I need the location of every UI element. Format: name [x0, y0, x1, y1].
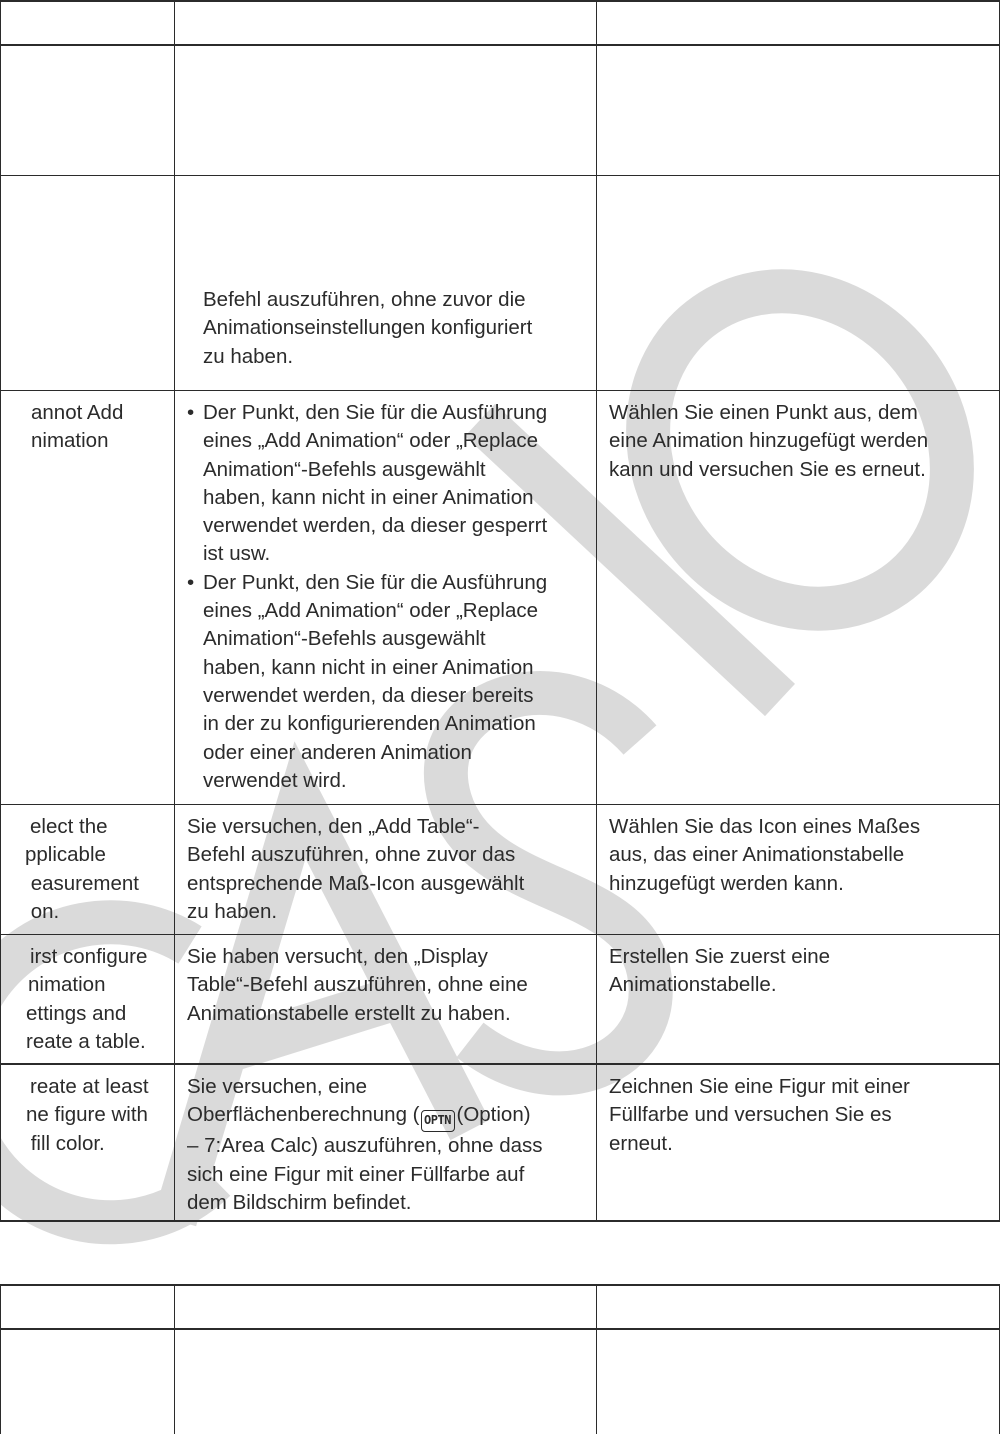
message-text: ettings and [26, 1001, 127, 1025]
cause-text: zu haben. [203, 344, 294, 368]
message-text: pplicable [25, 843, 106, 867]
action-text: erneut. [609, 1131, 673, 1155]
message-text: elect the [30, 815, 108, 838]
cause-cell [174, 805, 596, 934]
cause-text: Sie versuchen, den „Add Table“- [187, 815, 480, 838]
cause-cell [174, 1065, 596, 1220]
message-cell [0, 805, 174, 934]
table-row [0, 391, 1000, 805]
action-text: kann und versuchen Sie es erneut. [609, 457, 926, 481]
header-cell [174, 2, 596, 44]
table-header-row [0, 1286, 1000, 1330]
action-cell [596, 1065, 1000, 1220]
cause-text: Animationstabelle erstellt zu haben. [187, 1001, 511, 1025]
message-text: annot Add [31, 401, 124, 424]
error-table-2 [0, 1284, 1000, 1434]
cause-text: Befehl auszuführen, ohne zuvor das [187, 843, 516, 867]
cause-text: Animationseinstellungen konfiguriert [203, 316, 533, 340]
message-text: easurement [25, 871, 139, 895]
action-cell [596, 176, 1000, 390]
action-text: Zeichnen Sie eine Figur mit einer [609, 1075, 910, 1098]
cause-text: sich eine Figur mit einer Füllfarbe auf [187, 1162, 525, 1186]
action-cell [596, 805, 1000, 934]
action-cell [596, 1330, 1000, 1434]
message-text: reate a table. [26, 1029, 146, 1053]
table-row [0, 1065, 1000, 1220]
action-cell [596, 391, 1000, 804]
action-text: eine Animation hinzugefügt werden [609, 429, 929, 453]
header-cell [0, 1286, 174, 1328]
table-row [0, 176, 1000, 391]
table-row [0, 46, 1000, 176]
action-cell [596, 46, 1000, 175]
cause-bullet: • Der Punkt, den Sie für die Ausführung eines „Add Animation“ oder „Replace Animation“-Befehls ausgewählt haben, kann nicht in einer Animation verwendet werden, da dieser bereits in der zu konfigurierenden Animation oder einer anderen Animation verwendet wird. [187, 569, 590, 795]
message-cell [0, 1065, 174, 1220]
header-cell [174, 1286, 596, 1328]
header-cell [596, 1286, 1000, 1328]
message-cell [0, 1330, 174, 1434]
message-text: nimation [28, 973, 106, 997]
cause-cell [174, 46, 596, 175]
message-text: ne figure with [26, 1103, 148, 1127]
cause-text: Sie haben versucht, den „Display [187, 945, 488, 968]
message-text: reate at least [30, 1075, 149, 1098]
message-text: irst configure [30, 945, 148, 968]
action-text: Erstellen Sie zuerst eine [609, 945, 831, 968]
action-text: Wählen Sie einen Punkt aus, dem [609, 401, 918, 424]
cause-cell [174, 935, 596, 1063]
message-cell [0, 935, 174, 1063]
table-row [0, 935, 1000, 1065]
cause-cell [174, 176, 596, 390]
message-text: nimation [31, 429, 109, 453]
cause-text: Befehl auszuführen, ohne zuvor die [203, 288, 526, 311]
header-cell [596, 2, 1000, 44]
action-text: Animationstabelle. [609, 973, 777, 997]
message-text: fill color. [25, 1131, 105, 1155]
cause-text: entsprechende Maß-Icon ausgewählt [187, 871, 525, 895]
table-row [0, 1330, 1000, 1434]
cause-cell [174, 391, 596, 804]
message-cell [0, 176, 174, 390]
cause-text: dem Bildschirm befindet. [187, 1190, 412, 1214]
table-header-row [0, 2, 1000, 46]
action-cell [596, 935, 1000, 1063]
optn-key-icon: OPTN [421, 1110, 455, 1132]
header-cell [0, 2, 174, 44]
action-text: Füllfarbe und versuchen Sie es [609, 1103, 892, 1127]
message-text: on. [25, 899, 60, 923]
cause-cell [174, 1330, 596, 1434]
message-cell [0, 391, 174, 804]
cause-text: Oberflächenberechnung ( OPTN (Option) [187, 1101, 590, 1132]
cause-text: Sie versuchen, eine [187, 1075, 368, 1098]
table-row [0, 805, 1000, 935]
message-cell [0, 46, 174, 175]
action-text: aus, das einer Animationstabelle [609, 843, 905, 867]
cause-text: – 7:Area Calc) auszuführen, ohne dass [187, 1134, 543, 1158]
action-text: hinzugefügt werden kann. [609, 871, 844, 895]
cause-text: Table“-Befehl auszuführen, ohne eine [187, 973, 528, 997]
cause-text: zu haben. [187, 899, 278, 923]
cause-bullet: • Der Punkt, den Sie für die Ausführung eines „Add Animation“ oder „Replace Animation“-Befehls ausgewählt haben, kann nicht in einer Animation verwendet werden, da dieser gesperrt ist usw. [187, 399, 590, 569]
action-text: Wählen Sie das Icon eines Maßes [609, 815, 921, 838]
